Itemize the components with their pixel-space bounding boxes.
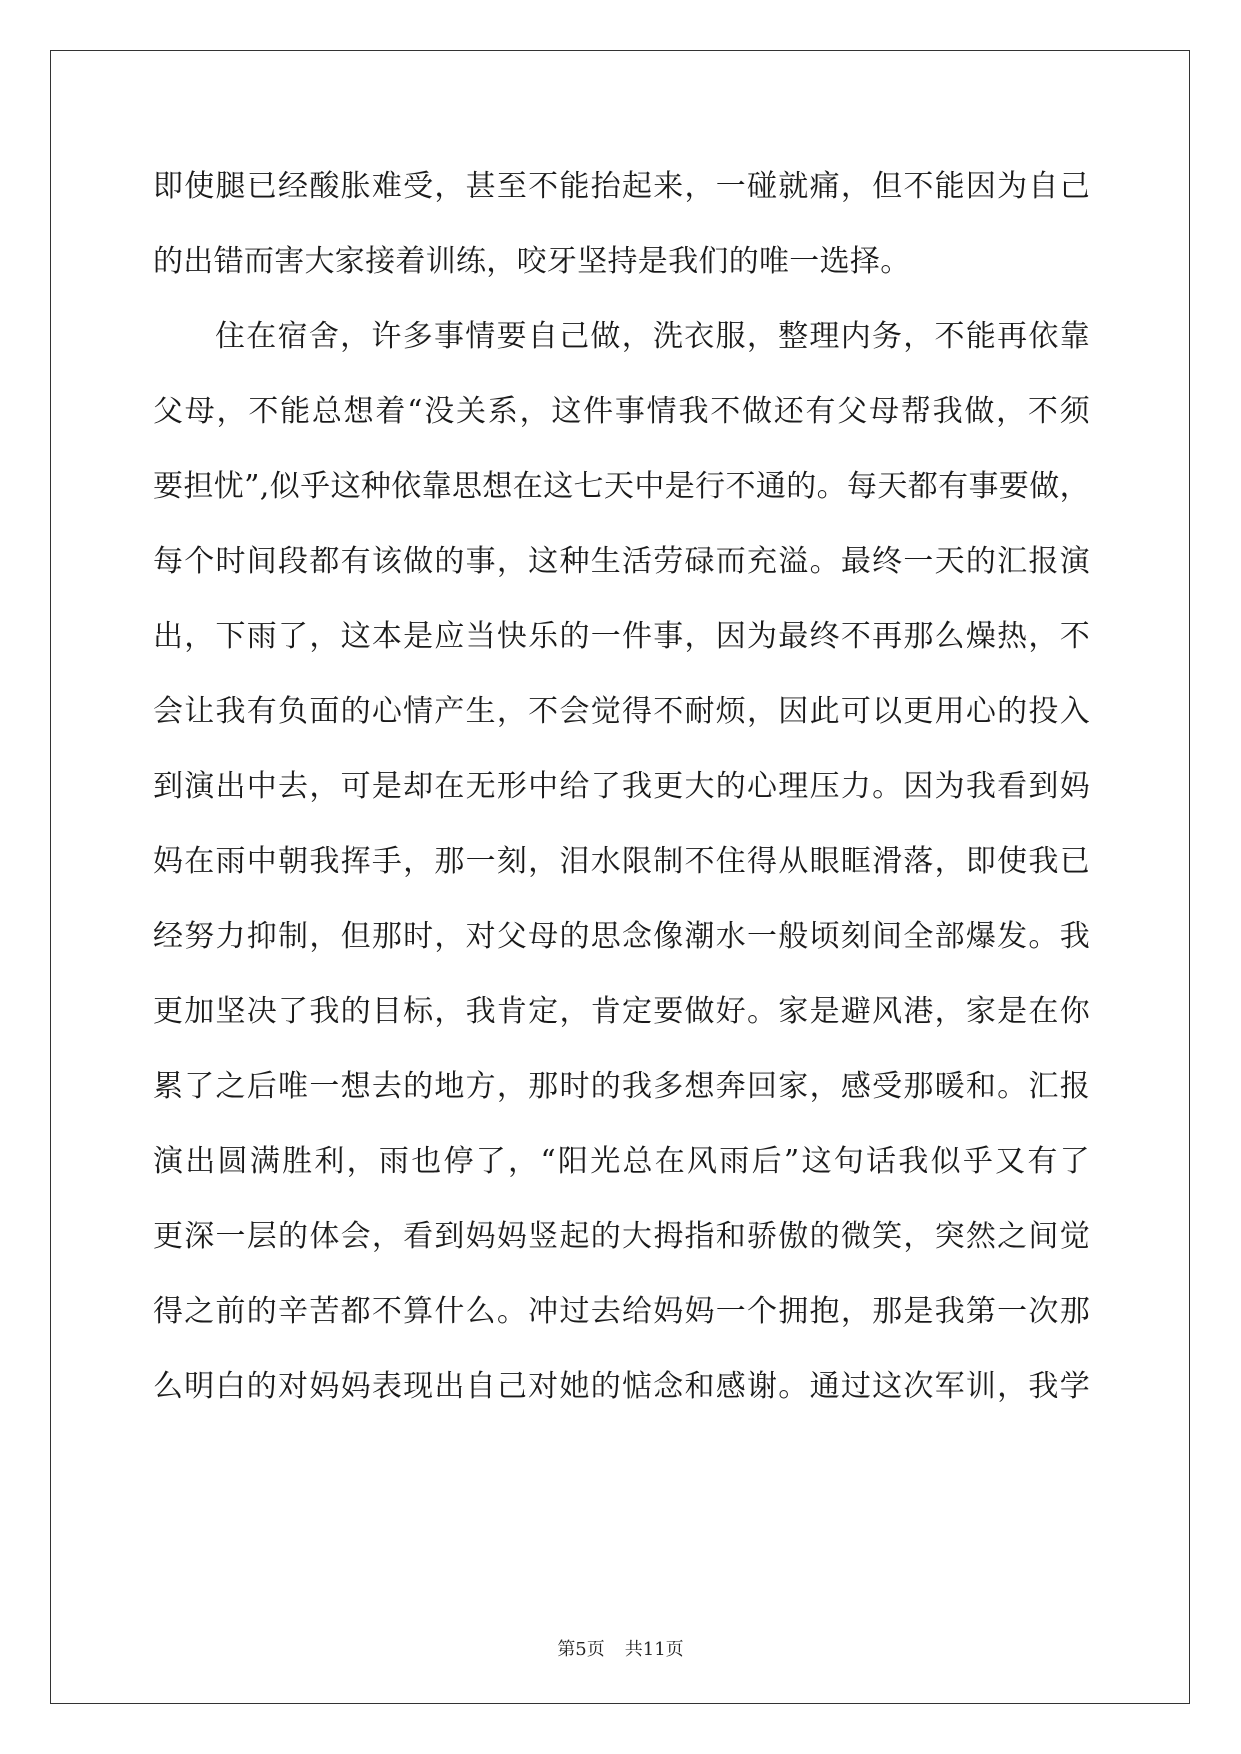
text-line-paragraph-start: 住在宿舍，许多事情要自己做，洗衣服，整理内务，不能再依靠: [215, 319, 1090, 354]
text-line: 要担忧”,似乎这种依靠思想在这七天中是行不通的。每天都有事要做，: [153, 469, 1090, 504]
text-line: 演出圆满胜利，雨也停了，“阳光总在风雨后”这句话我似乎又有了: [153, 1144, 1090, 1179]
text-line: 经努力抑制，但那时，对父母的思念像潮水一般顷刻间全部爆发。我: [153, 919, 1090, 954]
text-line: 出，下雨了，这本是应当快乐的一件事，因为最终不再那么燥热，不: [153, 619, 1090, 654]
text-line: 会让我有负面的心情产生，不会觉得不耐烦，因此可以更用心的投入: [153, 694, 1090, 729]
page-footer: [0, 1635, 1241, 1661]
page-total: 共11页: [624, 1639, 684, 1660]
text-line: 更加坚决了我的目标，我肯定，肯定要做好。家是避风港，家是在你: [153, 994, 1090, 1029]
text-line: 妈在雨中朝我挥手，那一刻，泪水限制不住得从眼眶滑落，即使我已: [153, 844, 1090, 879]
text-line: 即使腿已经酸胀难受，甚至不能抬起来，一碰就痛，但不能因为自己: [153, 169, 1090, 204]
text-line: 的出错而害大家接着训练，咬牙坚持是我们的唯一选择。: [153, 244, 911, 279]
text-line: 更深一层的体会，看到妈妈竖起的大拇指和骄傲的微笑，突然之间觉: [153, 1219, 1090, 1254]
page-number: 第5页: [557, 1639, 605, 1660]
text-line: 得之前的辛苦都不算什么。冲过去给妈妈一个拥抱，那是我第一次那: [153, 1294, 1090, 1329]
document-body: [153, 162, 1090, 1437]
text-line: 父母，不能总想着“没关系，这件事情我不做还有父母帮我做，不须: [153, 394, 1090, 429]
text-line: 每个时间段都有该做的事，这种生活劳碌而充溢。最终一天的汇报演: [153, 544, 1090, 579]
text-line: 到演出中去，可是却在无形中给了我更大的心理压力。因为我看到妈: [153, 769, 1090, 804]
text-line: 么明白的对妈妈表现出自己对她的惦念和感谢。通过这次军训，我学: [153, 1369, 1090, 1404]
text-line: 累了之后唯一想去的地方，那时的我多想奔回家，感受那暖和。汇报: [153, 1069, 1090, 1104]
